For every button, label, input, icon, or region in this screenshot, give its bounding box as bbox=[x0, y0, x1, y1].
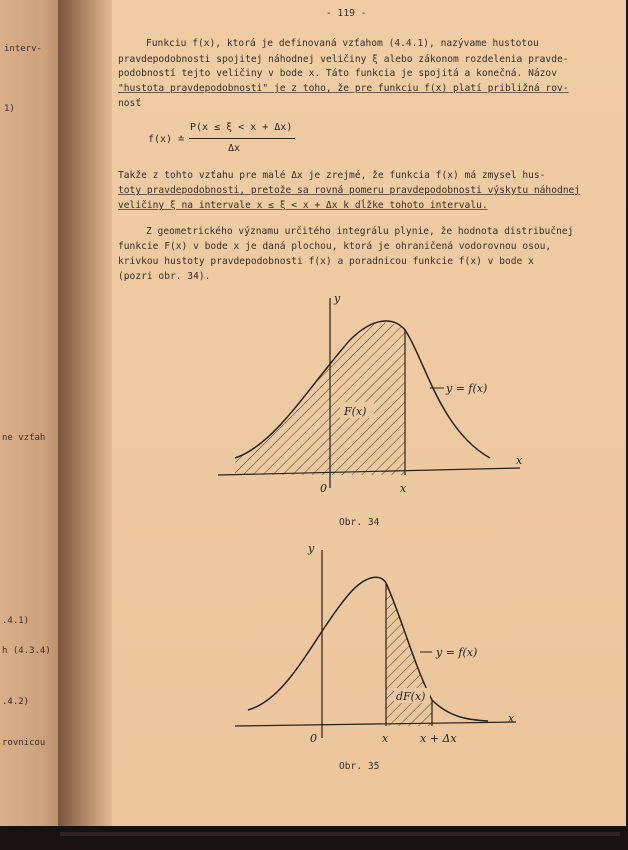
formula-lhs: f(x) ≐ bbox=[148, 134, 185, 145]
body-line: podobností tejto veličiny v bode x. Táto funkcia je spojitá a konečná. Názov bbox=[118, 68, 557, 79]
curve-label: y = f(x) bbox=[446, 382, 488, 395]
left-margin-text: rovnicou bbox=[2, 738, 46, 748]
body-line: krivkou hustoty pravdepodobnosti f(x) a poradnicou funkcie f(x) v bode x bbox=[118, 256, 534, 267]
x-value-label: x bbox=[400, 482, 407, 495]
left-margin-text: .4.2) bbox=[2, 697, 30, 707]
left-margin-text: h (4.3.4) bbox=[2, 646, 51, 656]
left-margin-text: interv- bbox=[4, 44, 42, 54]
y-axis-label: y bbox=[308, 542, 315, 555]
figure-34-caption: Obr. 34 bbox=[339, 517, 380, 528]
figure-34-density-area bbox=[200, 280, 540, 510]
x-axis-label: x bbox=[508, 712, 515, 725]
body-line: pravdepodobnosti spojitej náhodnej veličiny ξ alebo zákonom rozdelenia pravde- bbox=[118, 54, 569, 65]
body-line: veličiny ξ na intervale x ≤ ξ < x + Δx k dĺžke tohoto intervalu. bbox=[118, 200, 488, 211]
formula-denominator: Δx bbox=[228, 143, 241, 154]
body-line: "hustota pravdepodobnosti" je z toho, že pre funkciu f(x) platí približná rov- bbox=[118, 83, 569, 94]
shaded-strip-dF bbox=[386, 583, 432, 726]
formula-numerator: P(x ≤ ξ < x + Δx) bbox=[190, 122, 293, 133]
curve-label: y = f(x) bbox=[436, 646, 478, 659]
body-line: Takže z tohto vzťahu pre malé Δx je zrejmé, že funkcia f(x) má zmysel hus- bbox=[118, 170, 546, 181]
x-axis-label: x bbox=[516, 454, 523, 467]
origin-label: 0 bbox=[310, 732, 317, 745]
body-line: (pozri obr. 34). bbox=[118, 271, 211, 282]
y-axis-label: y bbox=[334, 292, 341, 305]
x-plus-dx-label: x + Δx bbox=[420, 732, 457, 745]
left-margin-text: .4.1) bbox=[2, 616, 30, 626]
figure-35-caption: Obr. 35 bbox=[339, 761, 380, 772]
left-page-edge bbox=[0, 0, 62, 826]
fraction-bar bbox=[189, 138, 295, 139]
body-line: funkcie F(x) v bode x je daná plochou, ktorá je ohraničená vodorovnou osou, bbox=[118, 241, 552, 252]
area-label: F(x) bbox=[344, 405, 367, 418]
origin-label: 0 bbox=[320, 482, 327, 495]
x-axis bbox=[235, 722, 516, 726]
scanner-border bbox=[0, 826, 628, 850]
scanner-stripe bbox=[60, 832, 620, 836]
area-label: dF(x) bbox=[396, 690, 426, 703]
left-margin-text: 1) bbox=[4, 104, 15, 114]
figure-35-density-strip bbox=[220, 538, 540, 758]
body-line: Funkciu f(x), ktorá je definovaná vzťahom (4.4.1), nazývame hustotou bbox=[146, 38, 539, 49]
body-line: Z geometrického významu určitého integrálu plynie, že hodnota distribučnej bbox=[146, 226, 574, 237]
page-number: - 119 - bbox=[326, 8, 367, 19]
book-gutter bbox=[58, 0, 118, 826]
body-line: toty pravdepodobnosti, pretože sa rovná pomeru pravdepodobnosti výskytu náhodnej bbox=[118, 185, 581, 196]
shaded-area-F bbox=[235, 323, 405, 475]
body-line: nosť bbox=[118, 98, 142, 109]
left-margin-text: ne vzťah bbox=[2, 433, 46, 443]
x-value-label: x bbox=[382, 732, 389, 745]
